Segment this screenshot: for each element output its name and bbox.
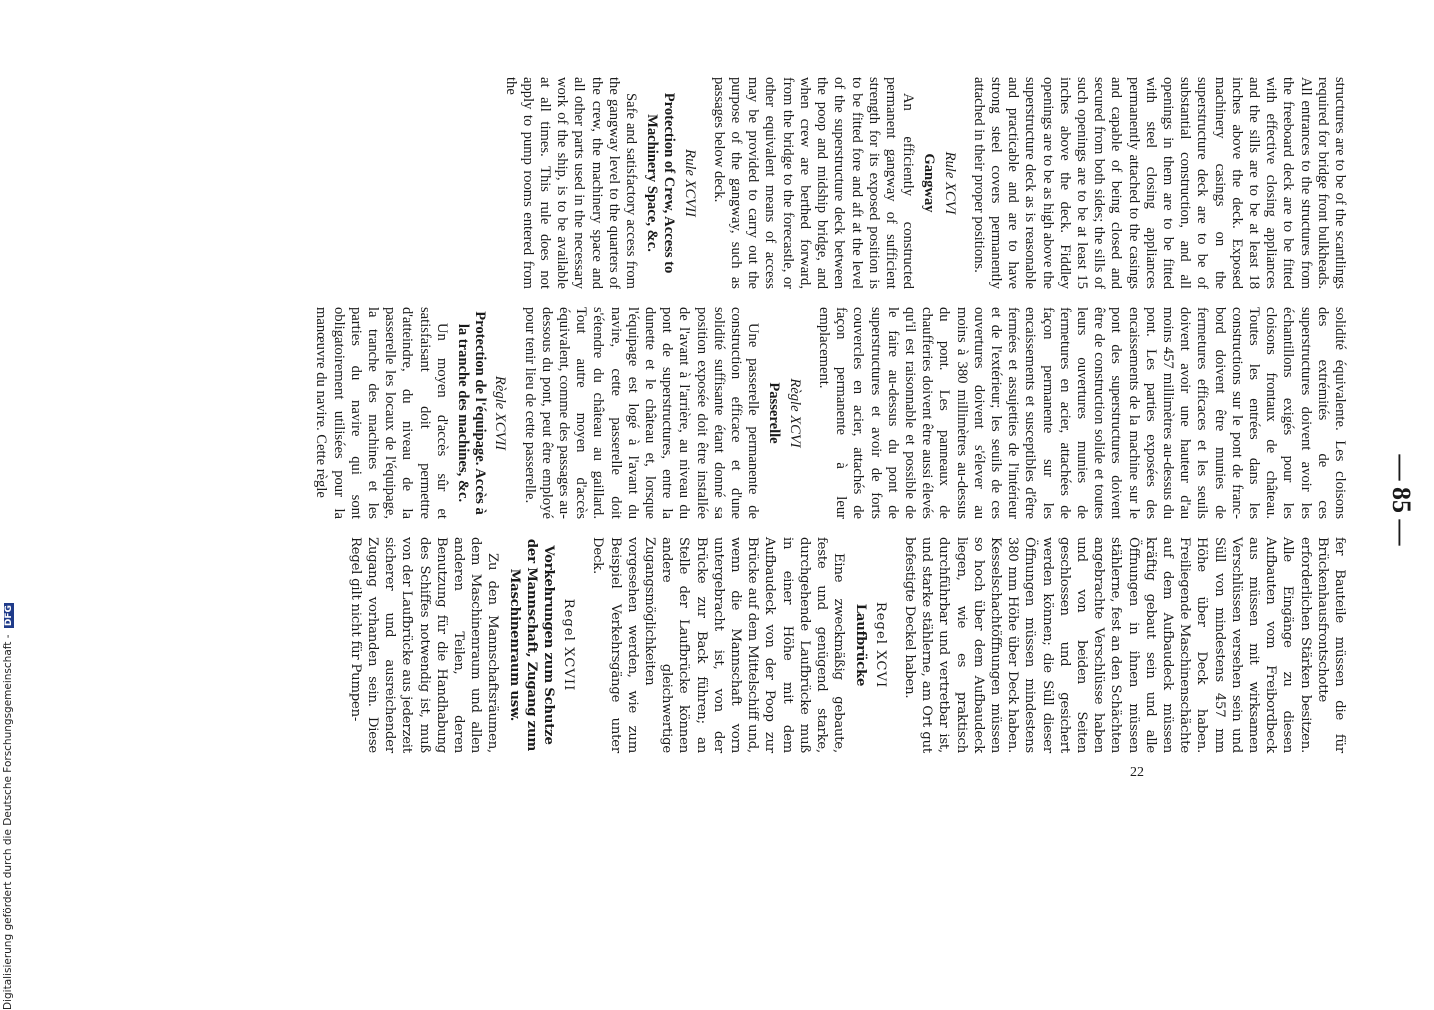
german-rule97-title: Regel XCVII bbox=[561, 598, 577, 692]
footer-credit-text: Digitalisierung gefördert durch die Deutsche Forschungsgemeinschaft - bbox=[2, 634, 14, 1010]
french-rule96-title: Règle XCVI bbox=[786, 378, 803, 448]
english-rule96-subtitle: Gangway bbox=[921, 153, 938, 213]
german-rule97-text: Zu den Mannschaftsräumen, dem Maschinenraum und allen anderen Teilen, deren Benutzung für die Handhabung des Schiffes notwendig ist, muß von der Laufbrücke aus jederzeit sicherer und ausreichender Zugang vorhanden sein. Diese Regel gilt nicht für Pumpen- bbox=[347, 537, 501, 753]
english-rule96-text: An efficiently constructed permanent gangway of sufficient strength for its exposed position is to be fitted fore and aft at the level of the superstructure deck between the poop and midship bridge, and when crew are berthed forward, from the bridge to the forecastle, or other equivalent means of access may be provided to carry out the purpose of the gangway, such as passages below deck. bbox=[710, 77, 917, 289]
french-rule97-text: Un moyen d'accès sûr et satisfaisant doit permettre d'atteindre, du niveau de la passerelle les locaux de l'équipage, la tranche des machines et les parties du navire qui sont obligatoirement utilisées pour la manœuvre du navire. Cette règle bbox=[313, 307, 450, 519]
english-intro: structures are to be of the scantlings required for bridge front bulkheads. All entrances to the structures from the freeboard deck are to be fitted with effective closing appliances and the sills are to be at least 18 inches above the deck. Exposed machinery casings on the superstructure deck are to be of substantial construction, and all openings in them are to be fitted with steel closing appliances permanently attached to the casings and capable of being closed and secured from both sides; the sills of such openings are to be at least 15 inches above the deck. Fiddley openings are to be as high above the superstructure deck as is reasonable and practicable and are to have strong steel covers permanently attached in their proper positions. bbox=[970, 77, 1348, 289]
french-rule97-title: Règle XCVII bbox=[492, 375, 509, 451]
dfg-logo: DFG bbox=[4, 605, 14, 627]
french-rule97-subtitle: Protection de l'équipage. Accès à la tranche des machines, &c. bbox=[455, 311, 489, 515]
english-rule96-title: Rule XCVI bbox=[941, 151, 958, 215]
german-rule96-title: Regel XCVI bbox=[872, 601, 888, 689]
english-rule97-subtitle: Protection of Crew, Access to Machinery Space, &c. bbox=[644, 92, 678, 274]
german-rule96-subtitle: Laufbrücke bbox=[852, 603, 868, 687]
german-intro: fer Bauteile müssen die für Brückenhausfrontschotte erforderlichen Stärken besitzen. Alle Eingänge zu diesen Aufbauten vom Freibordbeck aus müssen mit wirksamen Verschlüssen versehen sein und Süll von mindestens 457 mm Höhe über Deck haben. Freiliegende Maschinenschächte auf dem Aufbaudeck müssen kräftig gebaut sein und alle Öffnungen in ihnen müssen stählerne, fest an den Schächten angebrachte Verschlüsse haben und von beiden Seiten geschlossen und gesichert werden können; die Süll dieser Öffnungen müssen mindestens 380 mm Höhe über Deck haben. Kesselschachtöffnungen müssen so hoch über dem Aufbaudeck liegen, wie es praktisch durchführbar und vertretbar ist, und starke stählerne, am Ort gut befestigte Deckel haben. bbox=[901, 537, 1347, 753]
french-rule96-text: Une passerelle permanente de construction efficace et d'une solidité suffisante étant donné sa position exposée doit être installée de l'avant à l'arrière, au niveau du pont de superstructures, entre la dunette et le château et, lorsque l'équipage est logé à l'avant du navire, cette passerelle doit s'étendre du château au gaillard. Tout autre moyen d'accès équivalent, comme des passages au-dessous du pont, peut être employé pour tenir lieu de cette passerelle. bbox=[521, 307, 762, 519]
english-column bbox=[501, 77, 1348, 289]
english-rule97-title: Rule XCVII bbox=[681, 149, 698, 217]
german-column bbox=[347, 537, 1348, 753]
french-intro: solidité équivalente. Les cloisons des extrémités de ces superstructures doivent avoir les échantillons exigés pour les cloisons frontaux de château. Toutes les entrées dans les constructions sur le pont de franc-bord doivent être munies de fermetures efficaces et les seuils doivent avoir une hauteur d'au moins 457 millimètres au-dessus du pont. Les parties exposées des encaissements de la machine sur le pont des superstructures doivent être de construction solide et toutes leurs ouvertures munies de fermetures en acier, attachées de façon permanente sur les encaissements et susceptibles d'être fermées et assujetties de l'intérieur et de l'extérieur; les seuils de ces ouvertures doivent s'élever au moins à 380 millimètres au-dessus du pont. Les panneaux de chaufferies doivent être aussi élevés qu'il est raisonnable et possible de le faire au-dessus du pont de superstructures et avoir de forts couvercles en acier, attachés de façon permanente à leur emplacement. bbox=[815, 307, 1348, 519]
french-column bbox=[312, 307, 1348, 519]
page-number: 22 bbox=[1130, 765, 1144, 780]
page-header: — 85 — bbox=[1387, 454, 1416, 546]
german-rule97-subtitle: Vorkehrungen zum Schutze der Mannschaft, Zugang zum Maschinenraum usw. bbox=[506, 538, 557, 752]
footer-credit bbox=[2, 20, 16, 1010]
german-rule96-text: Eine zweckmäßig gebaute, feste und genügend starke, durchgehende Laufbrücke muß in einer Höhe mit dem Aufbaudeck von der Poop zur Brücke auf dem Mittelschiff und, wenn die Mannschaft vorn untergebracht ist, von der Brücke zur Back führen; an Stelle der Laufbrücke können andere gleichwertige Zugangsmöglichkeiten vorgesehen werden, wie zum Beispiel Verkehrsgänge unter Deck. bbox=[590, 537, 847, 753]
english-rule97-text: Safe and satisfactory access from the gangway level to the quarters of the crew, the machinery space and all other parts used in the necessary work of the ship, is to be available at all times. This rule does not apply to pump rooms entered from the bbox=[502, 77, 640, 289]
french-rule96-subtitle: Passerelle bbox=[766, 382, 783, 444]
